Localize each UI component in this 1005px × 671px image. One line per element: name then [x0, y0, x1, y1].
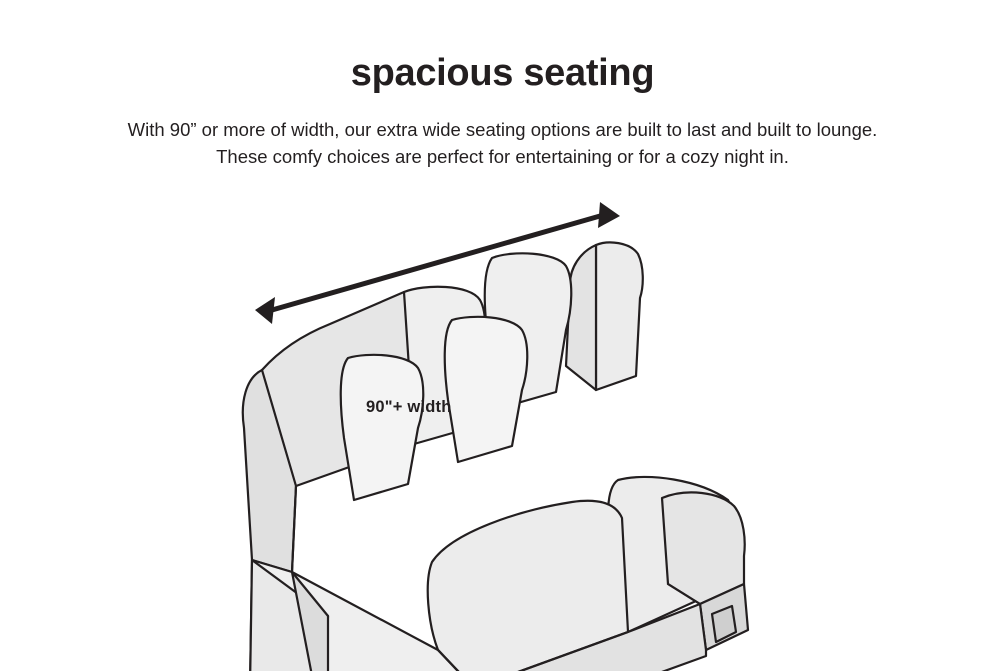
description-line-2: These comfy choices are perfect for entertaining or for a cozy night in. — [216, 146, 789, 167]
page-title: spacious seating — [350, 52, 655, 94]
description-line-1: With 90” or more of width, our extra wide seating options are built to last and built to lounge. — [127, 119, 878, 140]
description-text — [93, 116, 913, 170]
dimension-label: 90"+ width — [366, 398, 452, 416]
sofa-illustration — [0, 180, 1005, 671]
